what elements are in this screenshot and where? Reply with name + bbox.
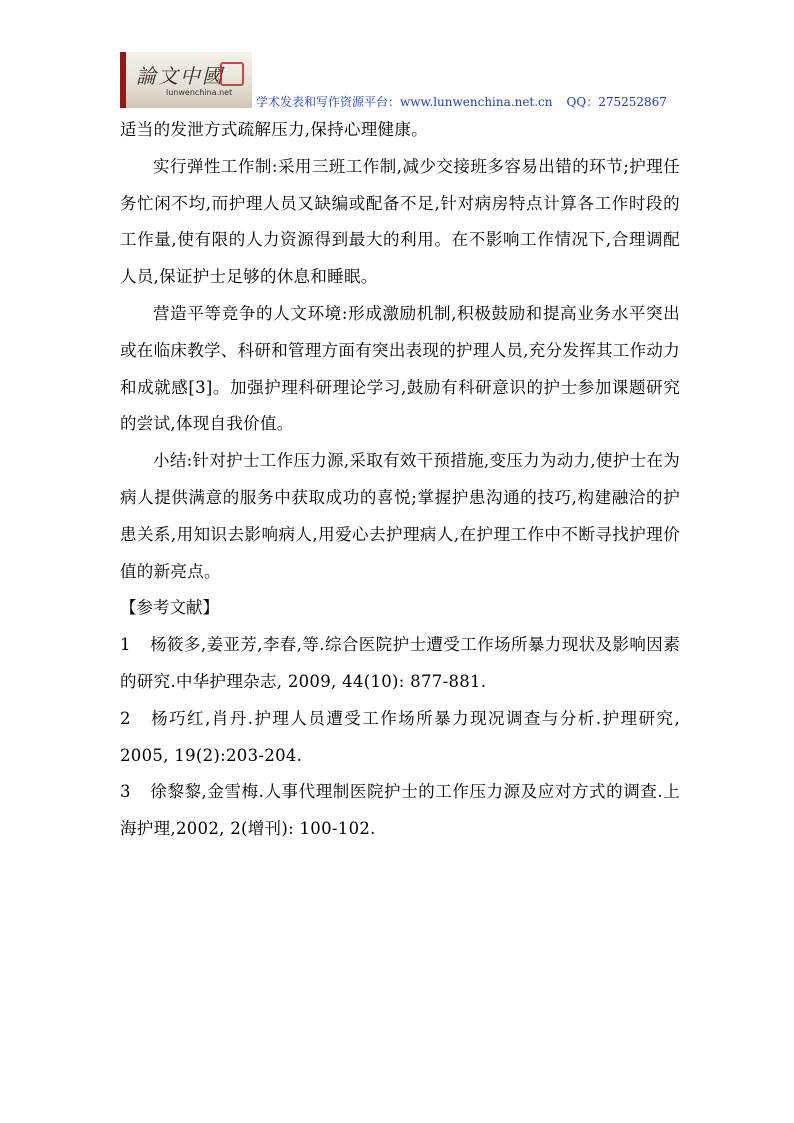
reference-item bbox=[120, 774, 680, 848]
document-body bbox=[120, 112, 680, 848]
reference-text: 杨巧红,肖丹.护理人员遭受工作场所暴力现况调查与分析.护理研究, 2005, 19(2):203-204. bbox=[120, 708, 680, 765]
qq-contact: QQ：275252867 bbox=[566, 95, 667, 109]
reference-number: 2 bbox=[120, 708, 131, 728]
reference-text: 杨筱多,姜亚芳,李春,等.综合医院护士遭受工作场所暴力现状及影响因素的研究.中华护理杂志, 2009, 44(10): 877-881. bbox=[120, 635, 680, 691]
seal-icon bbox=[220, 62, 244, 86]
paragraph: 营造平等竞争的人文环境:形成激励机制,积极鼓励和提高业务水平突出或在临床教学、科研和管理方面有突出表现的护理人员,充分发挥其工作动力和成就感[3]。加强护理科研理论学习,鼓励有科研意识的护士参加课题研究的尝试,体现自我价值。 bbox=[120, 303, 680, 434]
page-header bbox=[120, 52, 680, 108]
paragraph: 适当的发泄方式疏解压力,保持心理健康。 bbox=[120, 120, 428, 139]
reference-item bbox=[120, 627, 680, 701]
logo-url: lunwenchina.net bbox=[166, 88, 233, 97]
reference-item bbox=[120, 701, 680, 775]
paragraph: 小结:针对护士工作压力源,采取有效干预措施,变压力为动力,使护士在为病人提供满意的服务中获取成功的喜悦;掌握护患沟通的技巧,构建融洽的护患关系,用知识去影响病人,用爱心去护理病人,在护理工作中不断寻找护理价值的新亮点。 bbox=[120, 451, 680, 581]
reference-text: 徐黎黎,金雪梅.人事代理制医院护士的工作压力源及应对方式的调查.上海护理,2002, 2(增刊): 100-102. bbox=[120, 782, 680, 839]
header-site-line bbox=[256, 93, 667, 110]
references-heading: 【参考文献】 bbox=[120, 598, 219, 618]
site-logo bbox=[120, 52, 252, 108]
site-link[interactable]: 学术发表和写作资源平台：www.lunwenchina.net.cn bbox=[256, 95, 553, 109]
logo-text: 論文中國 bbox=[136, 64, 224, 88]
paragraph: 实行弹性工作制:采用三班工作制,减少交接班多容易出错的环节;护理任务忙闲不均,而护理人员又缺编或配备不足,针对病房特点计算各工作时段的工作量,使有限的人力资源得到最大的利用。在不影响工作情况下,合理调配人员,保证护士足够的休息和睡眠。 bbox=[120, 156, 680, 287]
reference-number: 3 bbox=[120, 782, 131, 802]
reference-number: 1 bbox=[120, 635, 131, 655]
